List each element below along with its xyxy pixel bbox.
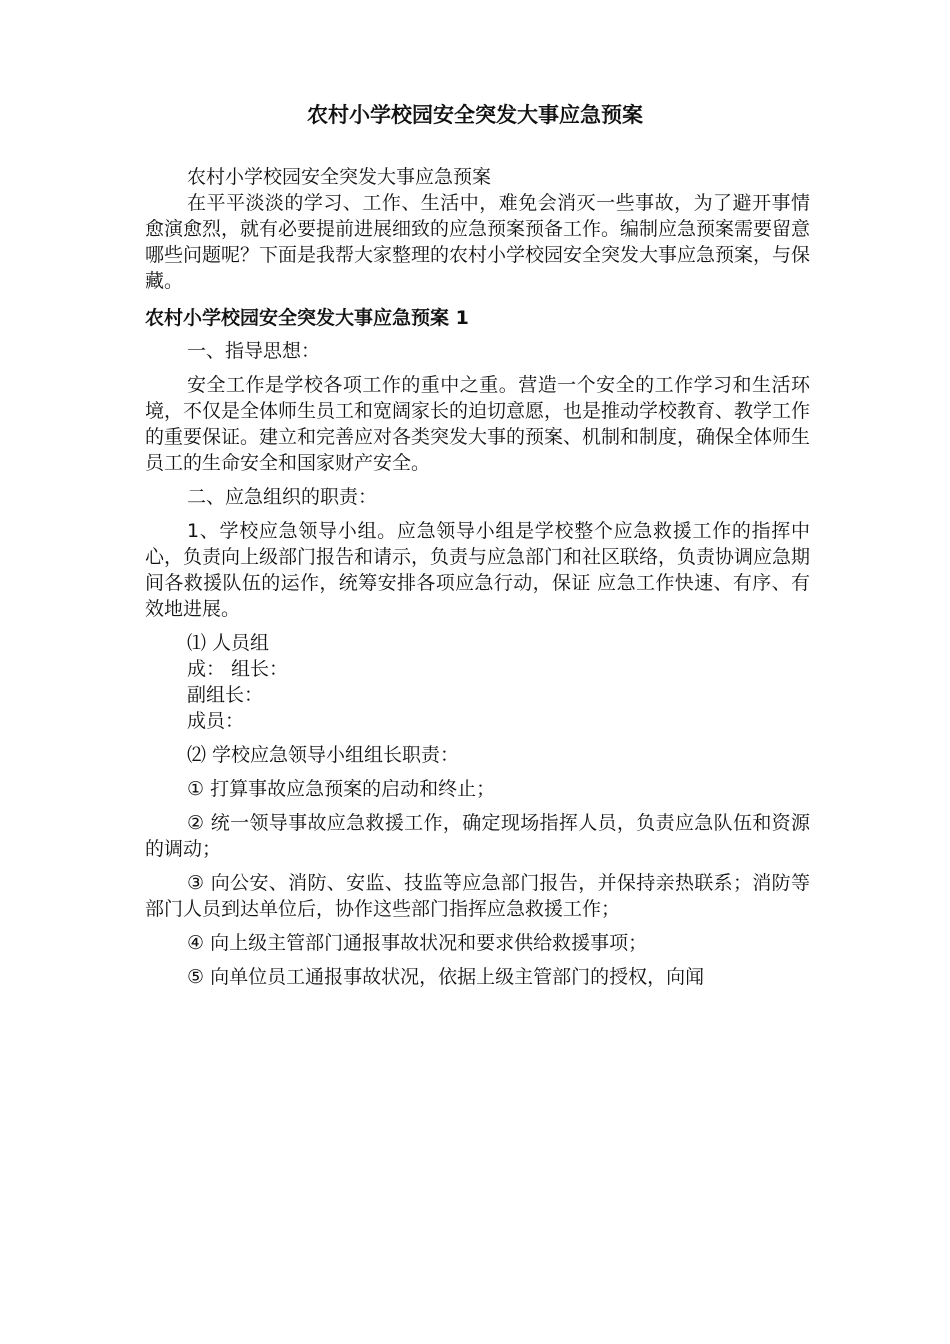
personnel-heading: ⑴ 人员组: [187, 632, 270, 654]
document-body: [145, 164, 810, 990]
guiding-paragraph: 安全工作是学校各项工作的重中之重。营造一个安全的工作学习和生活环境，不仅是全体师生员工和宽阔家长的迫切意愿，也是推动学校教育、教学工作的重要保证。建立和完善应对各类突发大事的预案、机制和制度，确保全体师生员工的生命安全和国家财产安全。: [145, 374, 811, 474]
section-1-title: 农村小学校园安全突发大事应急预案 1: [145, 307, 469, 329]
intro-paragraph: 在平平淡淡的学习、工作、生活中，难免会消灭一些事故，为了避开事情愈演愈烈，就有必要提前进展细致的应急预案预备工作。编制应急预案需要留意哪些问题呢？下面是我帮大家整理的农村小学校园安全突发大事应急预案，与保藏。: [145, 192, 811, 292]
personnel-deputy-line: 副组长：: [187, 684, 264, 706]
leader-duty-5: ⑤ 向单位员工通报事故状况，依据上级主管部门的授权，向闻: [187, 966, 705, 988]
intro-heading: 农村小学校园安全突发大事应急预案: [187, 166, 492, 188]
duties-heading: 二、应急组织的职责：: [187, 486, 378, 508]
duties-item-1: 1、学校应急领导小组。应急领导小组是学校整个应急救援工作的指挥中心，负责向上级部门报告和请示，负责与应急部门和社区联络，负责协调应急期间各救援队伍的运作，统筹安排各项应急行动，保证 应急工作快速、有序、有效地进展。: [145, 520, 811, 620]
leader-duty-1: ① 打算事故应急预案的启动和终止；: [187, 778, 496, 800]
leader-duty-4: ④ 向上级主管部门通报事故状况和要求供给救援事项；: [187, 932, 648, 954]
personnel-leader-line: 成： 组长：: [187, 658, 289, 680]
guiding-heading: 一、指导思想：: [187, 340, 321, 362]
leader-duty-3: ③ 向公安、消防、安监、技监等应急部门报告，并保持亲热联系；消防等部门人员到达单位后，协作这些部门指挥应急救援工作；: [145, 872, 810, 920]
leader-duties-heading: ⑵ 学校应急领导小组组长职责：: [187, 744, 460, 766]
document-title: 农村小学校园安全突发大事应急预案: [307, 103, 643, 127]
personnel-members-line: 成员：: [187, 710, 245, 732]
leader-duty-2: ② 统一领导事故应急救援工作，确定现场指挥人员，负责应急队伍和资源的调动；: [145, 812, 810, 860]
